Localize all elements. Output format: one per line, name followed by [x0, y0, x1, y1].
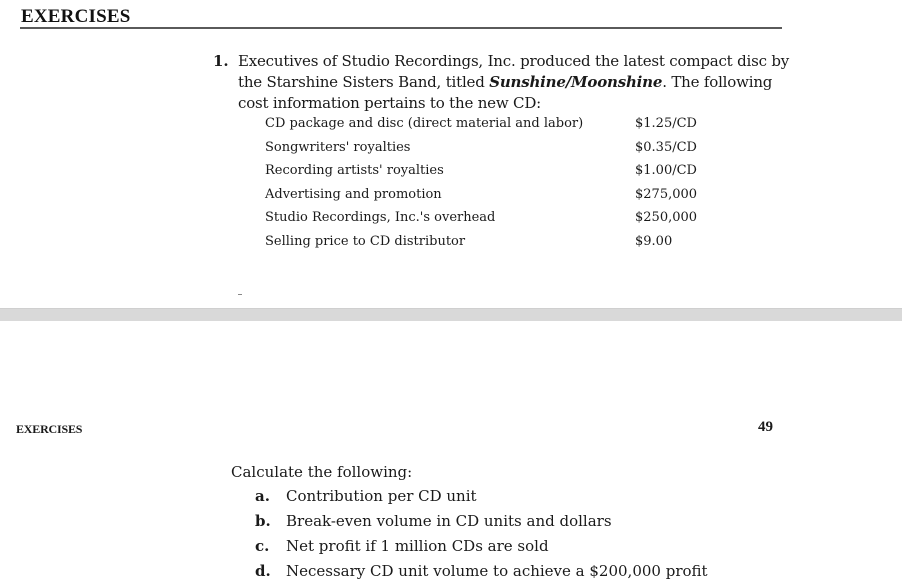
- stray-mark: [238, 294, 242, 295]
- cost-value: $1.00/CD: [635, 163, 697, 178]
- cost-table: [265, 116, 705, 257]
- cost-row: [265, 116, 705, 140]
- problem-number: 1.: [213, 52, 229, 70]
- cost-label: Recording artists' royalties: [265, 163, 444, 178]
- cost-label: Studio Recordings, Inc.'s overhead: [265, 210, 496, 225]
- cost-row: [265, 163, 705, 187]
- cost-value: $250,000: [635, 210, 698, 225]
- cost-label: Advertising and promotion: [265, 186, 442, 202]
- cost-value: $9.00: [635, 233, 673, 249]
- section-heading: EXERCISES: [21, 6, 131, 27]
- problem-text-after: . The following cost information pertains to the new CD:: [238, 73, 773, 112]
- page-number: 49: [758, 419, 773, 435]
- item-text: Net profit if 1 million CDs are sold: [286, 537, 549, 555]
- running-head: EXERCISES: [16, 422, 83, 436]
- cost-label: Songwriters' royalties: [265, 139, 411, 155]
- cost-label: CD package and disc (direct material and labor): [265, 116, 584, 131]
- cost-row: [265, 234, 705, 258]
- heading-rule: [20, 27, 782, 29]
- cost-value: $1.25/CD: [635, 116, 697, 131]
- cost-value: $275,000: [635, 186, 698, 202]
- item-text: Break-even volume in CD units and dollars: [286, 512, 612, 530]
- cost-value: $0.35/CD: [635, 139, 697, 155]
- item-text: Necessary CD unit volume to achieve a $200,000 profit: [286, 562, 708, 580]
- item-letter: b.: [255, 512, 271, 530]
- problem-text-before: Executives of Studio Recordings, Inc. produced the latest compact disc by the Starshine Sisters Band, titled: [238, 52, 790, 91]
- item-letter: a.: [255, 487, 270, 505]
- cost-label: Selling price to CD distributor: [265, 233, 466, 249]
- item-text: Contribution per CD unit: [286, 487, 477, 505]
- album-title: Sunshine/Moonshine: [489, 73, 663, 91]
- page-separator: [0, 308, 902, 322]
- cost-row: [265, 140, 705, 164]
- problem-text: [238, 51, 793, 114]
- cost-row: [265, 187, 705, 211]
- item-letter: c.: [255, 537, 270, 555]
- item-letter: d.: [255, 562, 271, 580]
- cost-row: [265, 210, 705, 234]
- calc-intro: Calculate the following:: [231, 463, 413, 481]
